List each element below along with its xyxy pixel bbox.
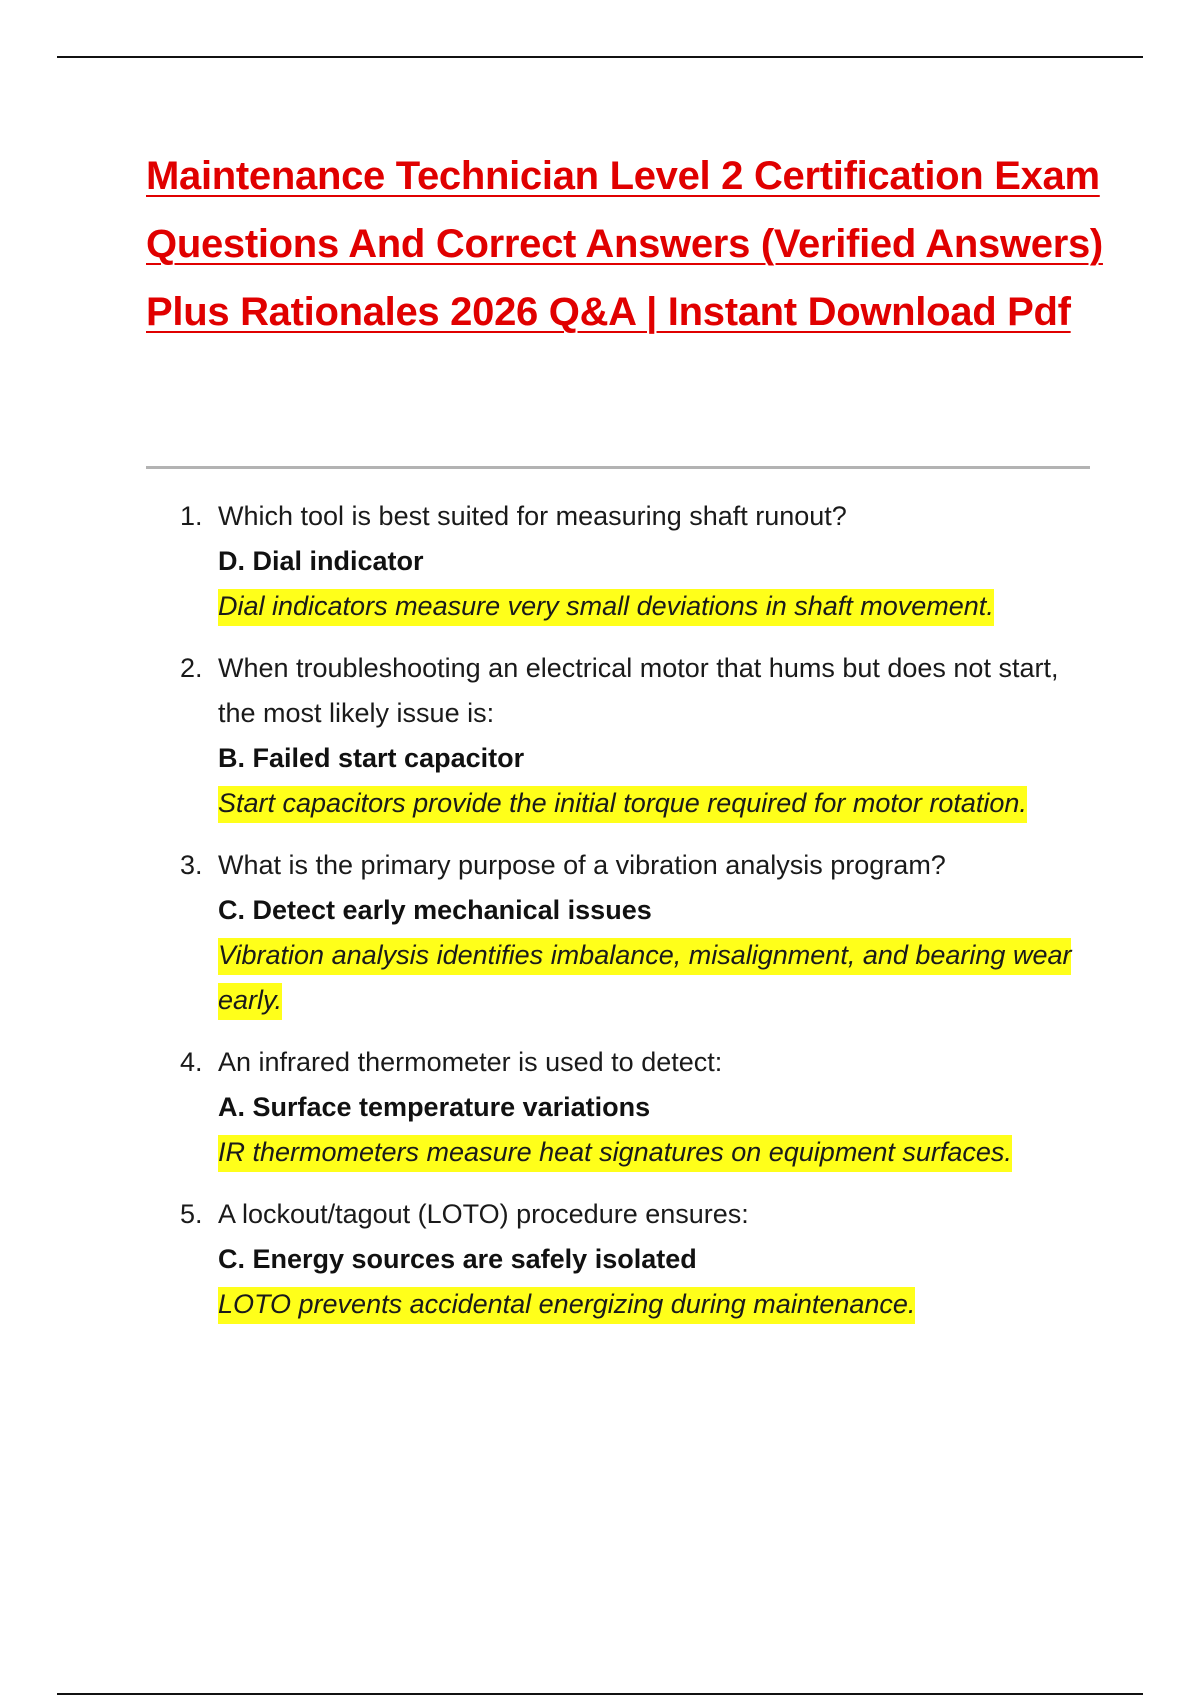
section-divider xyxy=(146,466,1090,469)
question-item-3 xyxy=(146,843,1096,1023)
document-title: Maintenance Technician Level 2 Certification Exam Questions And Correct Answers (Verified Answers) Plus Rationales 2026 Q&A | Instant Download Pdf xyxy=(146,154,1103,334)
question-item-2 xyxy=(146,646,1096,826)
rationale-text: Dial indicators measure very small deviations in shaft movement. xyxy=(218,589,994,626)
rationale-block xyxy=(218,933,1096,1023)
question-text: An infrared thermometer is used to detect: xyxy=(218,1047,723,1077)
rationale-text: Vibration analysis identifies imbalance, misalignment, and bearing wear early. xyxy=(218,938,1071,1020)
question-item-5 xyxy=(146,1192,1096,1327)
question-text: When troubleshooting an electrical motor that hums but does not start, the most likely issue is: xyxy=(218,653,1059,728)
question-item-1 xyxy=(146,494,1096,629)
rationale-block xyxy=(218,584,1096,629)
answer-text: A. Surface temperature variations xyxy=(218,1092,651,1122)
question-number: 4. xyxy=(180,1047,203,1077)
rationale-block xyxy=(218,781,1096,826)
rationale-text: Start capacitors provide the initial torque required for motor rotation. xyxy=(218,786,1027,823)
answer-text: C. Detect early mechanical issues xyxy=(218,895,652,925)
question-item-4 xyxy=(146,1040,1096,1175)
question-number: 5. xyxy=(180,1199,203,1229)
question-number: 1. xyxy=(180,501,203,531)
page-top-rule xyxy=(57,56,1143,58)
rationale-block xyxy=(218,1282,1096,1327)
question-number: 3. xyxy=(180,850,203,880)
rationale-text: IR thermometers measure heat signatures on equipment surfaces. xyxy=(218,1135,1012,1172)
question-text: What is the primary purpose of a vibration analysis program? xyxy=(218,850,946,880)
question-number: 2. xyxy=(180,653,203,683)
question-text: A lockout/tagout (LOTO) procedure ensures: xyxy=(218,1199,749,1229)
answer-text: B. Failed start capacitor xyxy=(218,743,525,773)
question-list xyxy=(146,494,1096,1344)
question-text: Which tool is best suited for measuring shaft runout? xyxy=(218,501,847,531)
answer-text: D. Dial indicator xyxy=(218,546,424,576)
answer-text: C. Energy sources are safely isolated xyxy=(218,1244,697,1274)
rationale-block xyxy=(218,1130,1096,1175)
rationale-text: LOTO prevents accidental energizing during maintenance. xyxy=(218,1287,915,1324)
page-bottom-rule xyxy=(57,1693,1143,1695)
